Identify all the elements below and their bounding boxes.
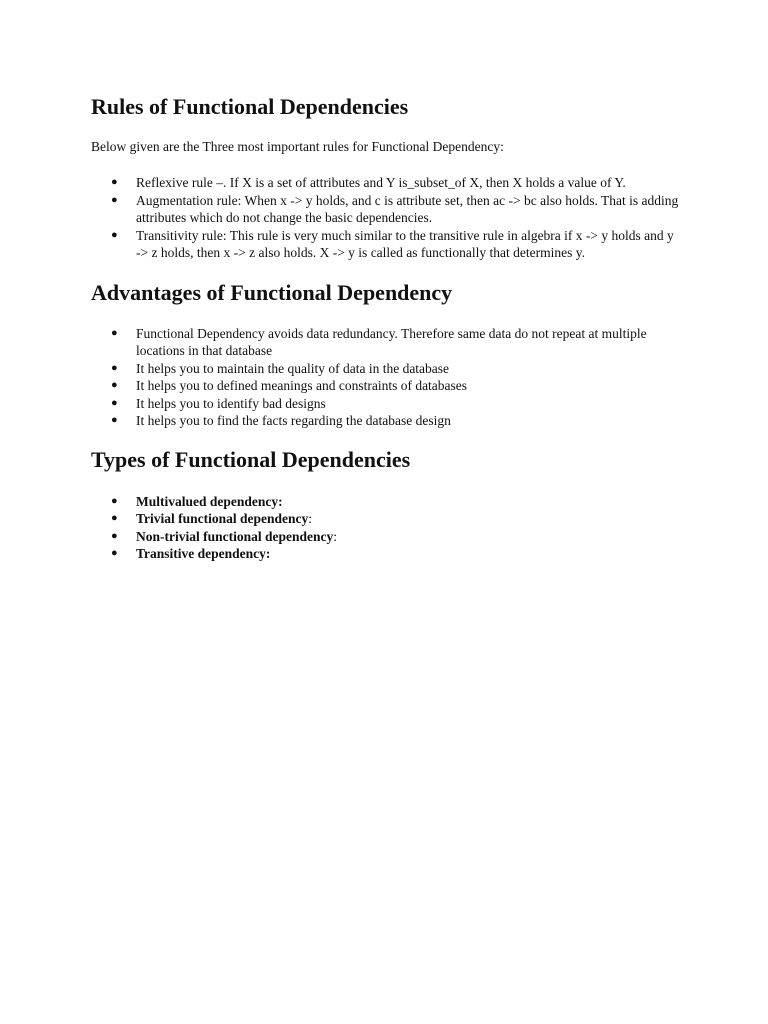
advantages-list [91,325,681,430]
list-item [91,528,681,546]
list-item [91,227,681,262]
bullet-icon: ● [111,228,118,241]
list-item-text: Functional Dependency avoids data redundancy. Therefore same data do not repeat at multiple locations in that database [136,325,647,358]
type-suffix: : [333,528,338,544]
bullet-icon: ● [111,396,118,409]
list-item [91,493,681,511]
bullet-icon: ● [111,326,118,339]
list-item [91,412,681,430]
list-item [91,192,681,227]
type-term: Multivalued dependency: [136,493,283,509]
list-item [91,395,681,413]
types-heading: Types of Functional Dependencies [91,446,411,472]
list-item [91,325,681,360]
bullet-icon: ● [111,494,118,507]
list-item [91,377,681,395]
bullet-icon: ● [111,512,118,524]
bullet-icon: ● [111,379,118,391]
bullet-icon: ● [111,529,118,542]
list-item-text: It helps you to find the facts regarding the database design [136,413,451,428]
list-item [91,510,681,528]
rules-list [91,174,681,262]
list-item-text: It helps you to maintain the quality of data in the database [136,360,450,376]
types-list [91,493,681,563]
bullet-icon: ● [111,414,118,426]
document-body [91,92,681,563]
type-term: Trivial functional dependency [136,511,309,526]
list-item-text: It helps you to identify bad designs [136,395,326,411]
bullet-icon: ● [111,547,118,559]
type-suffix: : [308,511,313,526]
type-term: Transitive dependency: [136,546,271,561]
list-item-text: Reflexive rule –. If X is a set of attributes and Y is_subset_of X, then X holds a value of Y. [136,175,626,190]
bullet-icon: ● [111,193,118,206]
rules-heading: Rules of Functional Dependencies [91,94,409,119]
list-item [91,174,681,192]
rules-intro: Below given are the Three most important rules for Functional Dependency: [91,139,504,154]
bullet-icon: ● [111,361,118,374]
advantages-heading: Advantages of Functional Dependency [91,279,453,305]
list-item-text: It helps you to defined meanings and constraints of databases [136,378,468,393]
type-term: Non-trivial functional dependency [136,528,334,544]
list-item [91,545,681,563]
list-item-text: Transitivity rule: This rule is very much similar to the transitive rule in algebra if x -> y holds and y -> z holds, then x -> z also holds. X -> y is called as functionally that determines y. [136,227,674,260]
list-item [91,360,681,378]
list-item-text: Augmentation rule: When x -> y holds, and c is attribute set, then ac -> bc also holds. That is adding attributes which do not change the basic dependencies. [136,192,679,225]
bullet-icon: ● [111,176,118,188]
